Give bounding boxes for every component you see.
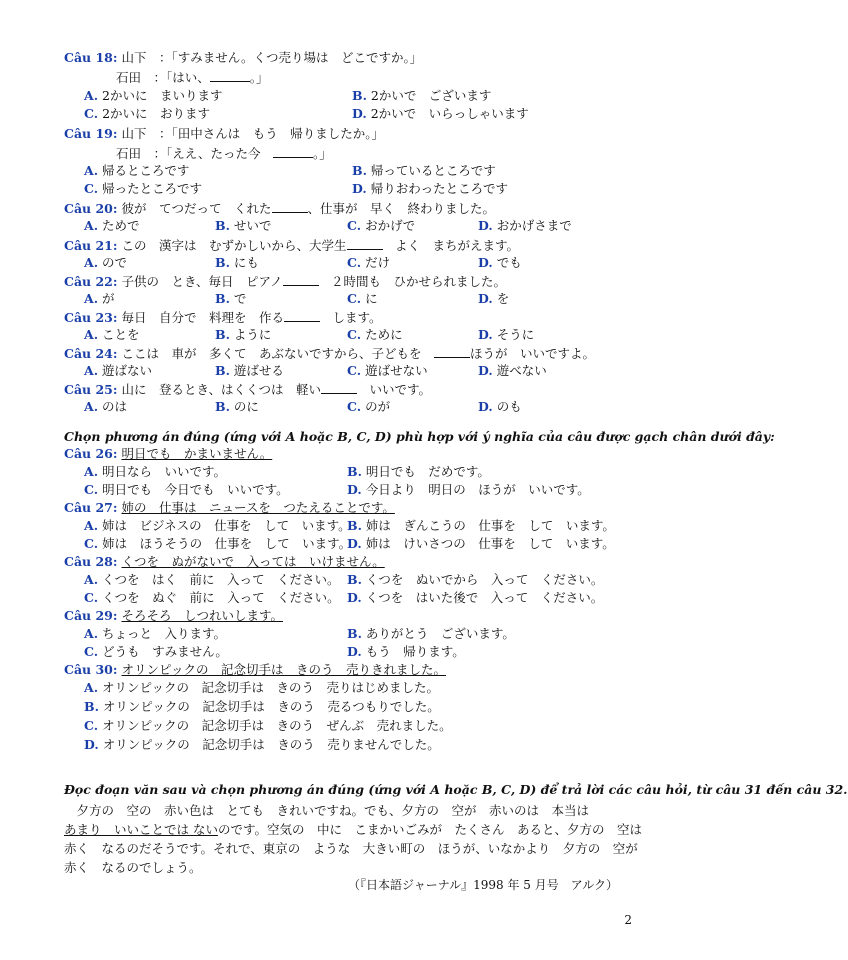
q21-option-a[interactable]: A. ので <box>84 255 128 270</box>
q20-option-d[interactable]: D. おかげさまで <box>478 218 572 233</box>
q28-option-b[interactable]: B. くつを ぬいでから 入って ください。 <box>347 572 604 587</box>
q25-option-a[interactable]: A. のは <box>84 399 128 414</box>
q24-option-a[interactable]: A. 遊ばない <box>84 363 153 378</box>
answer-blank <box>210 69 250 82</box>
q22-option-d[interactable]: D. を <box>478 291 510 306</box>
q19-option-b[interactable]: B. 帰っているところです <box>352 163 496 178</box>
q20-option-b[interactable]: B. せいで <box>215 218 272 233</box>
question-22: Câu 22: 子供の とき、毎日 ピアノ ２時間も ひかせられました。 <box>64 274 507 289</box>
q29-option-b[interactable]: B. ありがとう ございます。 <box>347 626 515 641</box>
question-28: Câu 28: くつを ぬがないで 入っては いけません。 <box>64 554 385 569</box>
answer-blank <box>321 381 357 394</box>
q26-option-d[interactable]: D. 今日より 明日の ほうが いいです。 <box>347 482 590 497</box>
q28-option-a[interactable]: A. くつを はく 前に 入って ください。 <box>84 572 340 587</box>
q18-option-a[interactable]: A. 2かいに まいります <box>84 88 223 103</box>
q19-line1: 山下 ：「田中さんは もう 帰りましたか。」 <box>121 126 384 141</box>
question-24: Câu 24: ここは 車が 多くて あぶないですから、子どもを ほうが いいですよ。 <box>64 346 596 361</box>
q24-option-c[interactable]: C. 遊ばせない <box>347 363 428 378</box>
page-number: 2 <box>624 913 632 927</box>
reading-instruction: Đọc đoạn văn sau và chọn phương án đúng (ứng với A hoặc B, C, D) để trả lời các câu hỏi, từ câu 31 đến câu 32. <box>64 782 848 797</box>
q27-option-a[interactable]: A. 姉は ビジネスの 仕事を して います。 <box>84 518 351 533</box>
q20-option-a[interactable]: A. ためで <box>84 218 140 233</box>
q18-line2: 石田 ：「はい、 。」 <box>116 70 269 85</box>
q22-option-b[interactable]: B. で <box>215 291 247 306</box>
q18-line1: 山下 ：「すみません。くつ売り場は どこですか。」 <box>121 50 423 65</box>
q27-option-c[interactable]: C. 姉は ほうそうの 仕事を して います。 <box>84 536 352 551</box>
question-27: Câu 27: 姉の 仕事は ニュースを つたえることです。 <box>64 500 395 515</box>
q22-option-c[interactable]: C. に <box>347 291 378 306</box>
q29-option-d[interactable]: D. もう 帰ります。 <box>347 644 465 659</box>
q18-option-c[interactable]: C. 2かいに おります <box>84 106 211 121</box>
q27-option-d[interactable]: D. 姉は けいさつの 仕事を して います。 <box>347 536 615 551</box>
question-23: Câu 23: 毎日 自分で 料理を 作る します。 <box>64 310 382 325</box>
q28-option-c[interactable]: C. くつを ぬぐ 前に 入って ください。 <box>84 590 340 605</box>
q30-option-d[interactable]: D. オリンピックの 記念切手は きのう 売りませんでした。 <box>84 737 440 752</box>
q25-option-c[interactable]: C. のが <box>347 399 391 414</box>
q22-option-a[interactable]: A. が <box>84 291 115 306</box>
q27-option-b[interactable]: B. 姉は ぎんこうの 仕事を して います。 <box>347 518 615 533</box>
q25-option-d[interactable]: D. のも <box>478 399 522 414</box>
q30-option-b[interactable]: B. オリンピックの 記念切手は きのう 売るつもりでした。 <box>84 699 440 714</box>
q30-option-c[interactable]: C. オリンピックの 記念切手は きのう ぜんぶ 売れました。 <box>84 718 452 733</box>
q24-option-d[interactable]: D. 遊べない <box>478 363 547 378</box>
q26-option-b[interactable]: B. 明日でも だめです。 <box>347 464 490 479</box>
question-21: Câu 21: この 漢字は むずかしいから、大学生 よく まちがえます。 <box>64 238 520 253</box>
q19-option-a[interactable]: A. 帰るところです <box>84 163 190 178</box>
answer-blank <box>273 145 313 158</box>
q29-option-a[interactable]: A. ちょっと 入ります。 <box>84 626 227 641</box>
q23-option-d[interactable]: D. そうに <box>478 327 535 342</box>
question-29: Câu 29: そろそろ しつれいします。 <box>64 608 283 623</box>
q19-option-c[interactable]: C. 帰ったところです <box>84 181 202 196</box>
q23-option-b[interactable]: B. ように <box>215 327 272 342</box>
q26-option-c[interactable]: C. 明日でも 今日でも いいです。 <box>84 482 289 497</box>
q21-option-d[interactable]: D. でも <box>478 255 522 270</box>
q20-option-c[interactable]: C. おかげで <box>347 218 416 233</box>
passage-line-2: あまり いいことでは ないのです。空気の 中に こまかいごみが たくさん あると、夕方の 空は <box>64 822 642 837</box>
answer-blank <box>347 237 383 250</box>
question-30: Câu 30: オリンピックの 記念切手は きのう 売りきれました。 <box>64 662 446 677</box>
q29-option-c[interactable]: C. どうも すみません。 <box>84 644 228 659</box>
answer-blank <box>284 309 320 322</box>
answer-blank <box>283 273 319 286</box>
q18-option-b[interactable]: B. 2かいで ございます <box>352 88 492 103</box>
answer-blank <box>272 200 308 213</box>
q18-option-d[interactable]: D. 2かいで いらっしゃいます <box>352 106 529 121</box>
passage-line-3: 赤く なるのだそうです。それで、東京の ような 大きい町の ほうが、いなかより 夕方の 空が <box>64 841 638 856</box>
question-26: Câu 26: 明日でも かまいません。 <box>64 446 273 461</box>
q21-option-c[interactable]: C. だけ <box>347 255 391 270</box>
q25-option-b[interactable]: B. のに <box>215 399 259 414</box>
q26-option-a[interactable]: A. 明日なら いいです。 <box>84 464 227 479</box>
answer-blank <box>434 345 470 358</box>
section-instruction-underlined: Chọn phương án đúng (ứng với A hoặc B, C, D) phù hợp với ý nghĩa của câu được gạch chân dưới đây: <box>64 429 775 444</box>
question-18: Câu 18: 山下 ：「すみません。くつ売り場は どこですか。」 <box>64 50 423 65</box>
question-20: Câu 20: 彼が てつだって くれた 、仕事が 早く 終わりました。 <box>64 201 496 216</box>
passage-line-4: 赤く なるのでしょう。 <box>64 860 202 875</box>
q19-line2: 石田 ：「ええ、たった今 。」 <box>116 146 332 161</box>
q19-option-d[interactable]: D. 帰りおわったところです <box>352 181 508 196</box>
passage-source: （『日本語ジャーナル』1998 年 5 月号 アルク） <box>347 878 618 892</box>
question-19: Câu 19: 山下 ：「田中さんは もう 帰りましたか。」 <box>64 126 384 141</box>
q23-option-c[interactable]: C. ために <box>347 327 403 342</box>
q24-option-b[interactable]: B. 遊ばせる <box>215 363 284 378</box>
passage-line-1: 夕方の 空の 赤い色は とても きれいですね。でも、夕方の 空が 赤いのは 本当は <box>64 803 590 818</box>
q30-option-a[interactable]: A. オリンピックの 記念切手は きのう 売りはじめました。 <box>84 680 440 695</box>
question-25: Câu 25: 山に 登るとき、はくくつは 軽い いいです。 <box>64 382 432 397</box>
q28-option-d[interactable]: D. くつを はいた後で 入って ください。 <box>347 590 604 605</box>
q23-option-a[interactable]: A. ことを <box>84 327 140 342</box>
q21-option-b[interactable]: B. にも <box>215 255 259 270</box>
